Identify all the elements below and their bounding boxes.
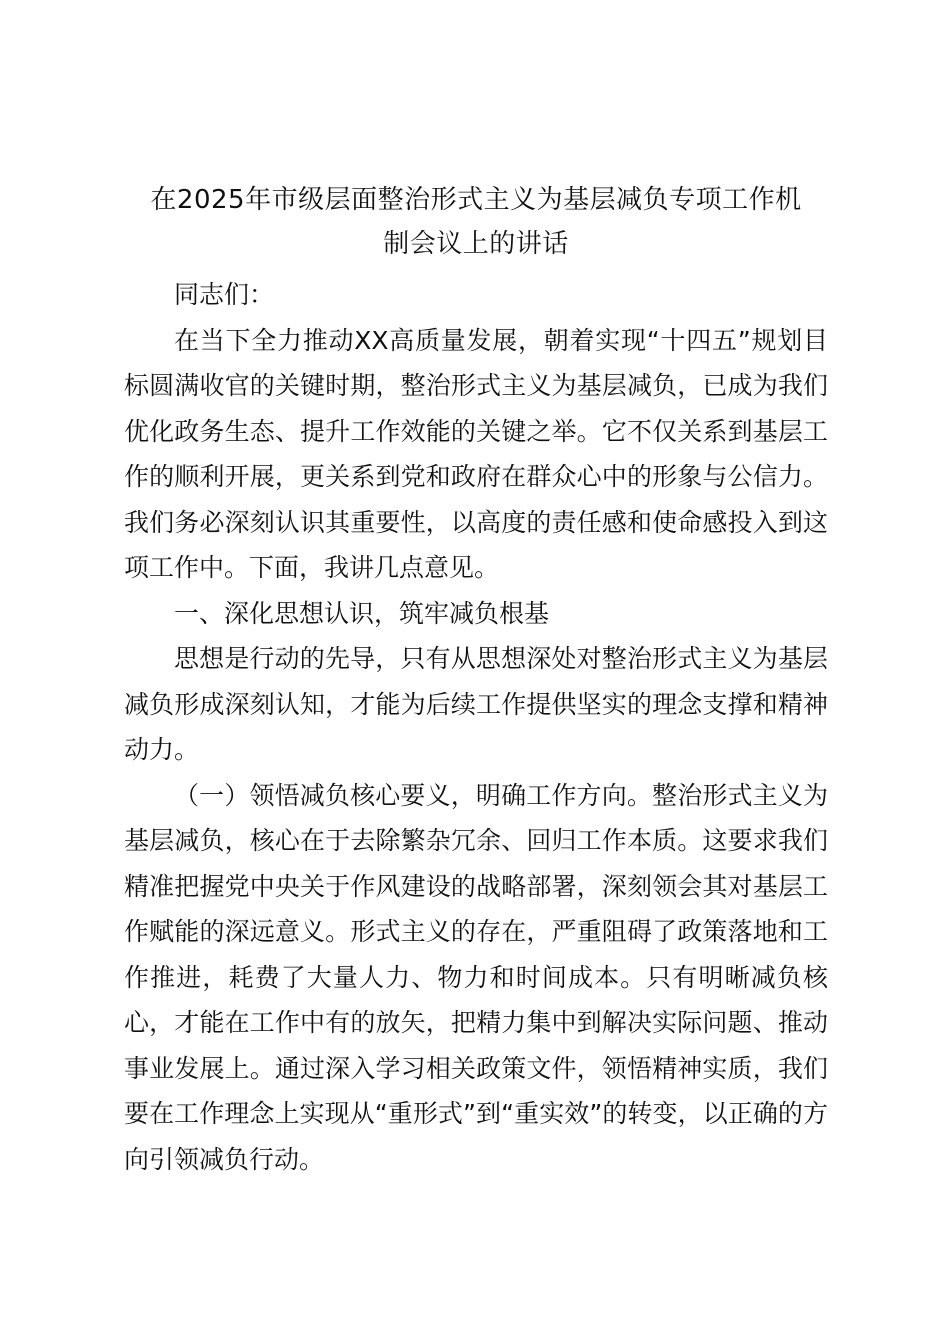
section-1-paragraph: 思想是行动的先导，只有从思想深处对整治形式主义为基层减负形成深刻认知，才能为后续工作提供坚实的理念支撑和精神动力。 [124, 644, 828, 764]
title-line-2: 制会议上的讲话 [383, 229, 569, 259]
subsection-1-paragraph: （一）领悟减负核心要义，明确工作方向。整治形式主义为基层减负，核心在于去除繁杂冗余、回归工作本质。这要求我们精准把握党中央关于作风建设的战略部署，深刻领会其对基层工作赋能的深远意义。形式主义的存在，严重阻碍了政策落地和工作推进，耗费了大量人力、物力和时间成本。只有明晰减负核心，才能在工作中有的放矢，把精力集中到解决实际问题、推动事业发展上。通过深入学习相关政策文件，领悟精神实质，我们要在工作理念上实现从“重形式”到“重实效”的转变，以正确的方向引领减负行动。 [124, 780, 828, 1174]
section-heading-1: 一、深化思想认识，筑牢减负根基 [174, 598, 550, 628]
salutation: 同志们： [174, 280, 275, 309]
title-line-1: 在2025年市级层面整治形式主义为基层减负专项工作机 [150, 185, 802, 215]
document-title [124, 178, 828, 266]
intro-paragraph: 在当下全力推动XX高质量发展，朝着实现“十四五”规划目标圆满收官的关键时期，整治形式主义为基层减负，已成为我们优化政务生态、提升工作效能的关键之举。它不仅关系到基层工作的顺利开展，更关系到党和政府在群众心中的形象与公信力。我们务必深刻认识其重要性，以高度的责任感和使命感投入到这项工作中。下面，我讲几点意见。 [124, 325, 828, 582]
document-body [124, 178, 828, 1182]
